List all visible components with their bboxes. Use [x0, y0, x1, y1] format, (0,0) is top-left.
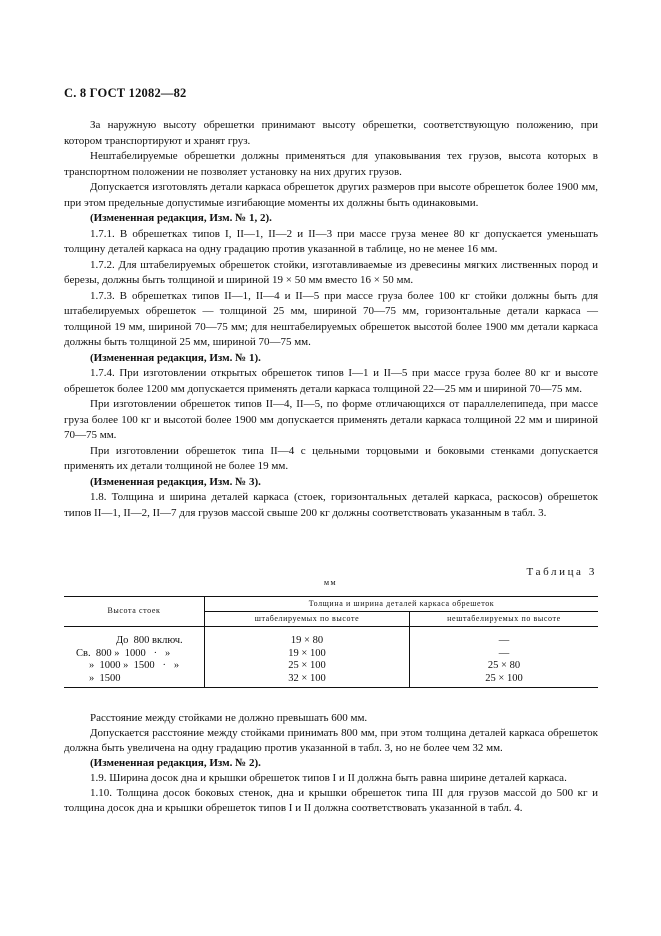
paragraph: 1.7.4. При изготовлении открытых обрешеток типов I—1 и II—5 при массе груза более 80 кг и высоте обрешеток более 1200 мм допускается применять детали каркаса толщиной 22—25 мм и шириной 70—75 мм. — [64, 367, 598, 395]
amendment-note: (Измененная редакция, Изм. № 1, 2). — [90, 212, 272, 224]
paragraph: 1.7.1. В обрешетках типов I, II—1, II—2 и II—3 при массе груза менее 80 кг допускается уменьшать толщину деталей каркаса на одну градацию против указанной в таблице, но не менее 16 мм. — [64, 227, 598, 255]
body-text — [64, 118, 598, 521]
stackable-column — [205, 627, 410, 688]
paragraph: Расстояние между стойками не должно превышать 600 мм. — [90, 712, 368, 724]
table-cell-stackable: 19 × 100 — [288, 647, 326, 659]
paragraph: За наружную высоту обрешетки принимают высоту обрешетки, соответствующую положению, при котором транспортируют и хранят груз. — [64, 119, 598, 147]
amendment-note: (Измененная редакция, Изм. № 1). — [90, 351, 261, 364]
paragraph: 1.7.2. Для штабелируемых обрешеток стойки, изготавливаемые из древесины мягких лиственных пород и березы, должны быть толщиной и шириной 19 × 50 мм вместо 16 × 50 мм. — [64, 258, 598, 286]
column-header-non-stackable: нештабелируемых по высоте — [410, 612, 599, 627]
paragraph: 1.10. Толщина досок боковых стенок, дна и крышки обрешеток типа III для грузов массой до 500 кг и толщина досок дна и крышки обрешеток типов I и II должна соответствовать указанной в табл. 4. — [64, 787, 598, 814]
table-cell-height: До 800 включ. — [116, 635, 183, 646]
table-cell-height: » 1000 » 1500 · » — [89, 660, 180, 671]
table-3 — [64, 596, 598, 688]
paragraph: Допускается изготовлять детали каркаса обрешеток других размеров при высоте обрешеток более 1900 мм, при этом предельные допустимые изгибающие моменты их должны быть одинаковыми. — [64, 181, 598, 209]
height-column — [64, 627, 205, 688]
page-header: С. 8 ГОСТ 12082—82 — [64, 86, 187, 100]
non-stackable-column — [410, 627, 599, 688]
column-header-group: Толщина и ширина деталей каркаса обрешеток — [205, 597, 599, 612]
column-header-height: Высота стоек — [64, 597, 205, 627]
paragraph: 1.7.3. В обрешетках типов II—1, II—4 и II—5 при массе груза более 100 кг стойки должны быть для штабелируемых обрешеток — толщиной 25 мм, шириной 70—75 мм, горизонтальные детали каркаса — толщиной 19 мм, шириной 70—75 мм; для нештабелируемых обрешеток высотой более 1900 мм детали каркаса должны быть толщиной 25 мм, шириной 70—75 мм. — [64, 289, 598, 348]
table-cell-non-stackable: — — [498, 647, 510, 659]
table-cell-stackable: 32 × 100 — [288, 672, 326, 684]
table-cell-non-stackable: — — [498, 635, 510, 646]
table-cell-non-stackable: 25 × 100 — [485, 672, 523, 684]
amendment-note: (Измененная редакция, Изм. № 3). — [90, 475, 261, 488]
paragraph: 1.9. Ширина досок дна и крышки обрешеток типов I и II должна быть равна ширине деталей каркаса. — [90, 772, 567, 784]
paragraph: 1.8. Толщина и ширина деталей каркаса (стоек, горизонтальных деталей каркаса, раскосов) обрешеток типов II—1, II—2, II—7 для грузов массой свыше 200 кг должны соответствовать указанным в табл. 3. — [64, 491, 598, 519]
paragraph: Допускается расстояние между стойками принимать 800 мм, при этом толщина деталей каркаса обрешеток должна быть увеличена на одну градацию против указанной в табл. 3, но не более чем 32 мм. — [64, 727, 598, 754]
table-unit: мм — [324, 578, 337, 587]
amendment-note: (Измененная редакция, Изм. № 2). — [90, 757, 261, 769]
table-cell-height: Св. 800 » 1000 · » — [76, 647, 171, 659]
table-cell-non-stackable: 25 × 80 — [487, 660, 521, 671]
table-cell-stackable: 19 × 80 — [290, 635, 324, 646]
paragraph: При изготовлении обрешеток типов II—4, II—5, по форме отличающихся от параллелепипеда, при массе груза более 100 кг и высотой более 1900 мм допускается применять детали каркаса толщиной 22 мм и шириной 70—75 мм. — [64, 398, 598, 441]
table-caption: Таблица 3 — [526, 566, 597, 578]
paragraph: Нештабелируемые обрешетки должны применяться для упаковывания тех грузов, высота которых в транспортном положении не позволяет установку на них других грузов. — [64, 150, 598, 178]
paragraph: При изготовлении обрешеток типа II—4 с цельными торцовыми и боковыми стенками допускается применять их детали толщиной не более 19 мм. — [64, 444, 598, 472]
column-header-stackable: штабелируемых по высоте — [205, 612, 410, 627]
table-cell-stackable: 25 × 100 — [288, 660, 326, 671]
body-text-after-table — [64, 711, 598, 816]
table-cell-height: » 1500 — [89, 672, 121, 684]
